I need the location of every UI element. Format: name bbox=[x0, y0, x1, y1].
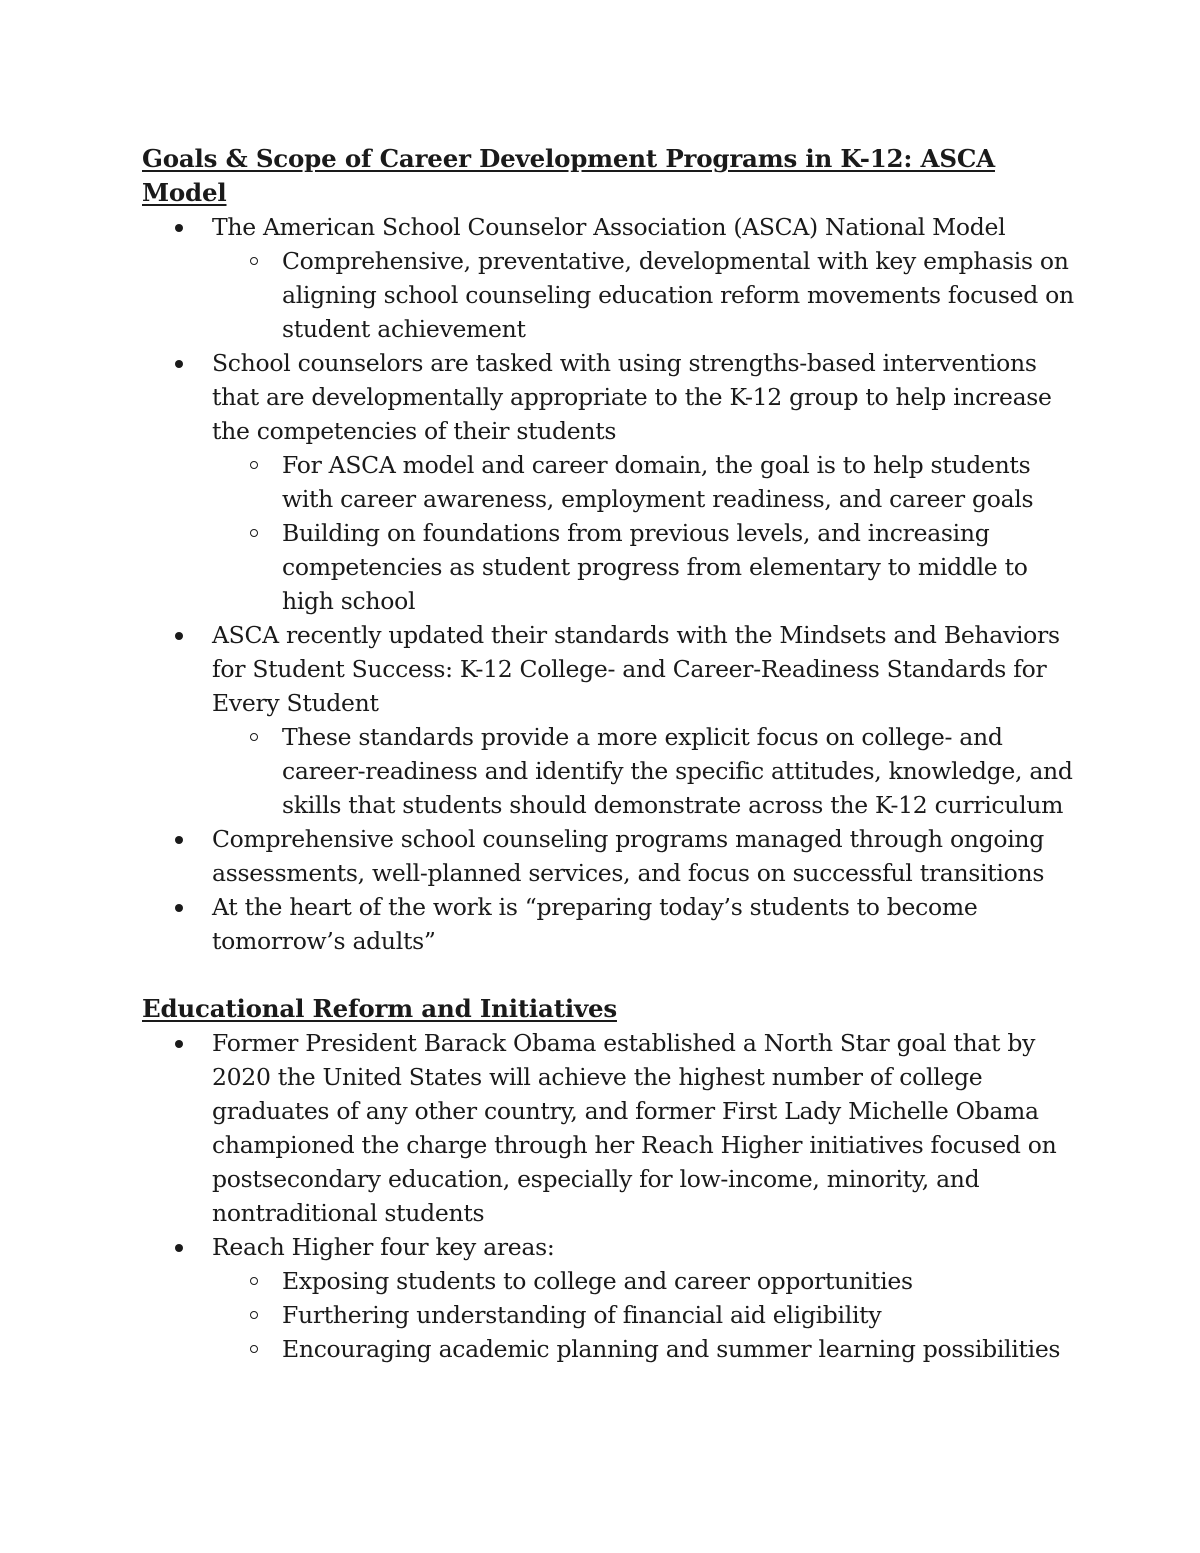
sub-bullet-list bbox=[212, 720, 1080, 822]
list-item-text: Reach Higher four key areas: bbox=[212, 1233, 555, 1261]
sub-list-item bbox=[212, 1264, 1080, 1298]
list-item bbox=[142, 346, 1080, 618]
list-item-text: The American School Counselor Association (ASCA) National Model bbox=[212, 213, 1006, 241]
sub-list-item-text: For ASCA model and career domain, the goal is to help students with career awareness, employment readiness, and career goals bbox=[282, 451, 1034, 513]
list-item-text: Former President Barack Obama established a North Star goal that by 2020 the United States will achieve the highest number of college graduates of any other country, and former First Lady Michelle Obama championed the charge through her Reach Higher initiatives focused on postsecondary education, especially for low-income, minority, and nontraditional students bbox=[212, 1029, 1057, 1227]
list-item bbox=[142, 1026, 1080, 1230]
sub-list-item-text: Exposing students to college and career opportunities bbox=[282, 1267, 913, 1295]
list-item bbox=[142, 822, 1080, 890]
bullet-icon bbox=[175, 360, 183, 368]
hollow-bullet-icon bbox=[250, 257, 258, 265]
sub-list-item-text: Building on foundations from previous levels, and increasing competencies as student progress from elementary to middle to high school bbox=[282, 519, 1028, 615]
sub-list-item bbox=[212, 1298, 1080, 1332]
sub-list-item-text: Comprehensive, preventative, developmental with key emphasis on aligning school counseling education reform movements focused on student achievement bbox=[282, 247, 1074, 343]
section-heading: Goals & Scope of Career Development Programs in K-12: ASCA Model bbox=[142, 144, 995, 207]
sub-list-item-text: Furthering understanding of financial aid eligibility bbox=[282, 1301, 882, 1329]
list-item-text: Comprehensive school counseling programs managed through ongoing assessments, well-planned services, and focus on successful transitions bbox=[212, 825, 1045, 887]
bullet-icon bbox=[175, 836, 183, 844]
list-item-text: At the heart of the work is “preparing today’s students to become tomorrow’s adults” bbox=[212, 893, 978, 955]
sub-bullet-list bbox=[212, 244, 1080, 346]
bullet-icon bbox=[175, 1244, 183, 1252]
sub-list-item bbox=[212, 516, 1080, 618]
list-item bbox=[142, 210, 1080, 346]
list-item-text: School counselors are tasked with using strengths-based interventions that are developmentally appropriate to the K-12 group to help increase the competencies of their students bbox=[212, 349, 1052, 445]
list-item bbox=[142, 890, 1080, 958]
sub-list-item-text: Encouraging academic planning and summer learning possibilities bbox=[282, 1335, 1061, 1363]
sub-list-item bbox=[212, 244, 1080, 346]
bullet-icon bbox=[175, 1040, 183, 1048]
hollow-bullet-icon bbox=[250, 461, 258, 469]
hollow-bullet-icon bbox=[250, 1277, 258, 1285]
hollow-bullet-icon bbox=[250, 529, 258, 537]
bullet-list bbox=[142, 1026, 1080, 1366]
bullet-icon bbox=[175, 904, 183, 912]
hollow-bullet-icon bbox=[250, 1345, 258, 1353]
bullet-list bbox=[142, 210, 1080, 958]
sub-bullet-list bbox=[212, 448, 1080, 618]
hollow-bullet-icon bbox=[250, 1311, 258, 1319]
section-heading: Educational Reform and Initiatives bbox=[142, 994, 617, 1023]
sub-list-item-text: These standards provide a more explicit focus on college- and career-readiness and identify the specific attitudes, knowledge, and skills that students should demonstrate across the K-12 curriculum bbox=[282, 723, 1073, 819]
sub-list-item bbox=[212, 720, 1080, 822]
bullet-icon bbox=[175, 632, 183, 640]
sub-list-item bbox=[212, 1332, 1080, 1366]
bullet-icon bbox=[175, 224, 183, 232]
sub-list-item bbox=[212, 448, 1080, 516]
sub-bullet-list bbox=[212, 1264, 1080, 1366]
list-item-text: ASCA recently updated their standards with the Mindsets and Behaviors for Student Success: K-12 College- and Career-Readiness Standards for Every Student bbox=[212, 621, 1060, 717]
list-item bbox=[142, 1230, 1080, 1366]
hollow-bullet-icon bbox=[250, 733, 258, 741]
list-item bbox=[142, 618, 1080, 822]
